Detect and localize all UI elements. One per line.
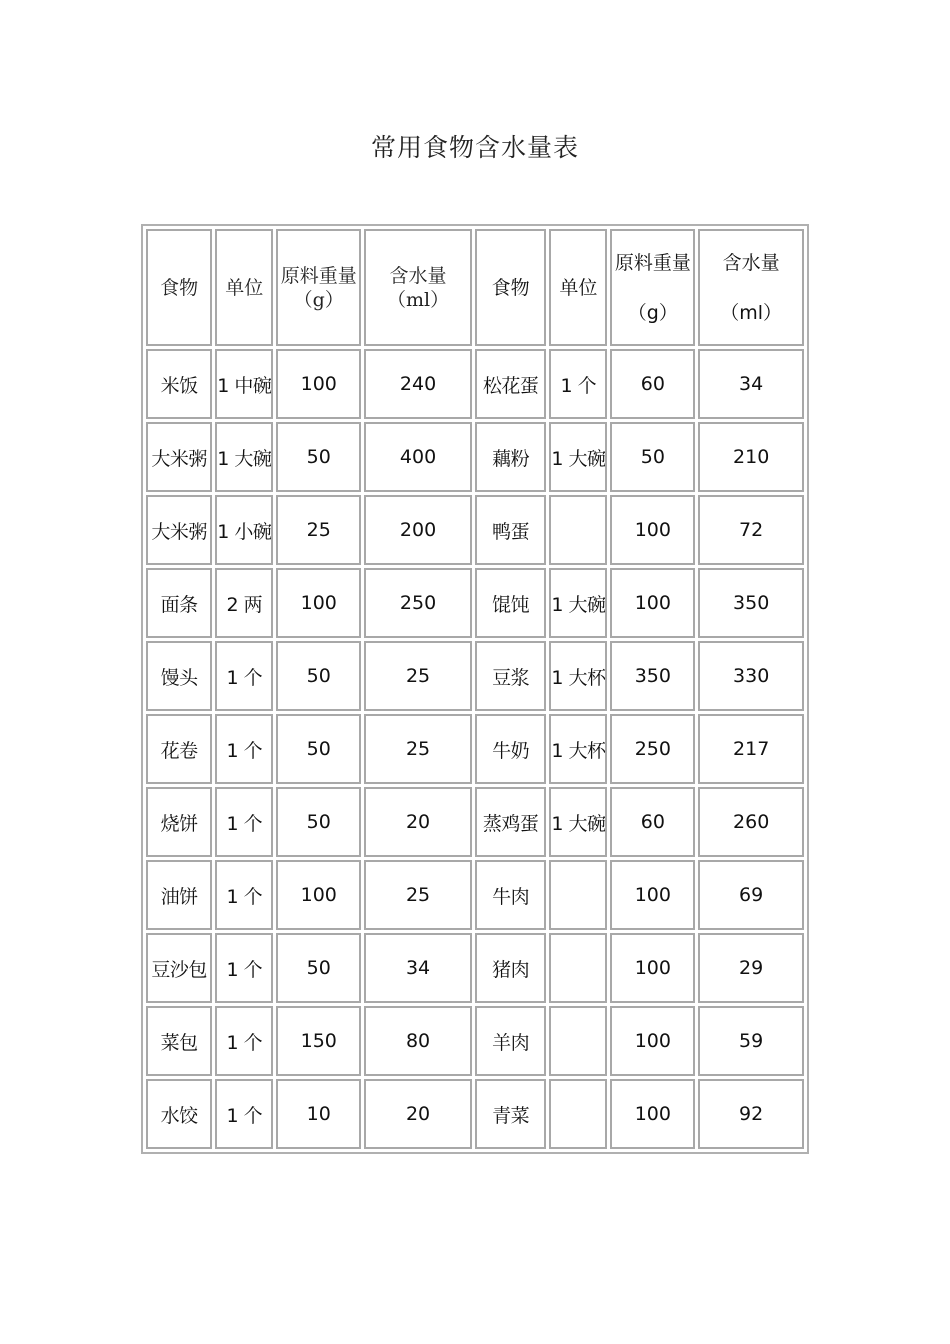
header-unit-right: 单位 [549,229,607,346]
cell-water-content-right: 217 [698,714,804,784]
cell-unit-right [549,1079,607,1149]
header-raw-weight-left: 原料重量 （g） [276,229,361,346]
cell-food-right: 羊肉 [475,1006,546,1076]
cell-food-right: 猪肉 [475,933,546,1003]
cell-unit-right: 1 大碗 [549,422,607,492]
cell-unit-left: 1 个 [215,860,273,930]
cell-unit-right: 1 大杯 [549,714,607,784]
cell-water-content-right: 59 [698,1006,804,1076]
cell-raw-weight-left: 150 [276,1006,361,1076]
cell-food-left: 花卷 [146,714,212,784]
cell-food-right: 松花蛋 [475,349,546,419]
cell-water-content-right: 260 [698,787,804,857]
cell-raw-weight-right: 50 [610,422,695,492]
cell-unit-left: 1 大碗 [215,422,273,492]
table-row [146,641,804,711]
cell-water-content-left: 20 [364,787,472,857]
cell-raw-weight-right: 60 [610,787,695,857]
cell-food-right: 牛奶 [475,714,546,784]
cell-water-content-left: 400 [364,422,472,492]
cell-unit-left: 2 两 [215,568,273,638]
cell-unit-left: 1 个 [215,641,273,711]
cell-food-right: 藕粉 [475,422,546,492]
cell-food-right: 青菜 [475,1079,546,1149]
cell-raw-weight-left: 100 [276,349,361,419]
header-raw-weight-right: 原料重量 （g） [610,229,695,346]
cell-water-content-right: 210 [698,422,804,492]
cell-food-right: 豆浆 [475,641,546,711]
cell-water-content-right: 72 [698,495,804,565]
cell-unit-right: 1 个 [549,349,607,419]
cell-water-content-right: 69 [698,860,804,930]
header-food-left: 食物 [146,229,212,346]
cell-water-content-right: 29 [698,933,804,1003]
cell-raw-weight-right: 100 [610,1006,695,1076]
table-row [146,349,804,419]
cell-raw-weight-left: 100 [276,568,361,638]
cell-raw-weight-left: 50 [276,641,361,711]
table-row [146,787,804,857]
cell-food-left: 烧饼 [146,787,212,857]
table-body [146,349,804,1149]
cell-raw-weight-right: 250 [610,714,695,784]
cell-food-right: 蒸鸡蛋 [475,787,546,857]
header-water-content-left: 含水量 （ml） [364,229,472,346]
cell-raw-weight-right: 100 [610,1079,695,1149]
cell-raw-weight-right: 100 [610,860,695,930]
cell-food-right: 鸭蛋 [475,495,546,565]
cell-food-left: 馒头 [146,641,212,711]
header-food-right: 食物 [475,229,546,346]
cell-unit-left: 1 个 [215,1006,273,1076]
cell-unit-right: 1 大杯 [549,641,607,711]
cell-raw-weight-left: 10 [276,1079,361,1149]
cell-unit-left: 1 个 [215,714,273,784]
cell-water-content-right: 330 [698,641,804,711]
cell-raw-weight-right: 100 [610,933,695,1003]
cell-unit-left: 1 个 [215,787,273,857]
cell-water-content-right: 350 [698,568,804,638]
cell-water-content-left: 250 [364,568,472,638]
cell-unit-right: 1 大碗 [549,568,607,638]
water-content-table-container [141,224,809,1154]
cell-unit-right [549,933,607,1003]
cell-food-left: 面条 [146,568,212,638]
cell-water-content-left: 200 [364,495,472,565]
cell-food-left: 水饺 [146,1079,212,1149]
table-header-row [146,229,804,346]
cell-water-content-left: 20 [364,1079,472,1149]
header-unit-left: 单位 [215,229,273,346]
table-row [146,933,804,1003]
table-row [146,568,804,638]
cell-unit-left: 1 个 [215,1079,273,1149]
cell-unit-left: 1 中碗 [215,349,273,419]
table-row [146,860,804,930]
cell-water-content-right: 34 [698,349,804,419]
table-row [146,1006,804,1076]
cell-raw-weight-left: 50 [276,714,361,784]
cell-raw-weight-right: 60 [610,349,695,419]
cell-raw-weight-right: 100 [610,568,695,638]
cell-food-right: 牛肉 [475,860,546,930]
cell-raw-weight-left: 100 [276,860,361,930]
cell-food-left: 豆沙包 [146,933,212,1003]
cell-raw-weight-left: 50 [276,933,361,1003]
cell-raw-weight-left: 25 [276,495,361,565]
cell-water-content-left: 25 [364,714,472,784]
cell-water-content-left: 25 [364,641,472,711]
cell-water-content-right: 92 [698,1079,804,1149]
cell-unit-left: 1 小碗 [215,495,273,565]
cell-food-left: 大米粥 [146,422,212,492]
cell-unit-right [549,860,607,930]
cell-water-content-left: 80 [364,1006,472,1076]
table-row [146,495,804,565]
cell-food-left: 米饭 [146,349,212,419]
table-row [146,1079,804,1149]
water-content-table [141,224,809,1154]
cell-raw-weight-left: 50 [276,787,361,857]
cell-unit-right [549,495,607,565]
cell-raw-weight-left: 50 [276,422,361,492]
cell-food-left: 菜包 [146,1006,212,1076]
page-title: 常用食物含水量表 [370,133,579,162]
cell-water-content-left: 25 [364,860,472,930]
cell-raw-weight-right: 100 [610,495,695,565]
cell-food-left: 油饼 [146,860,212,930]
cell-unit-left: 1 个 [215,933,273,1003]
cell-food-right: 馄饨 [475,568,546,638]
cell-water-content-left: 34 [364,933,472,1003]
cell-unit-right: 1 大碗 [549,787,607,857]
cell-water-content-left: 240 [364,349,472,419]
cell-raw-weight-right: 350 [610,641,695,711]
table-row [146,714,804,784]
cell-unit-right [549,1006,607,1076]
cell-food-left: 大米粥 [146,495,212,565]
header-water-content-right: 含水量 （ml） [698,229,804,346]
table-row [146,422,804,492]
